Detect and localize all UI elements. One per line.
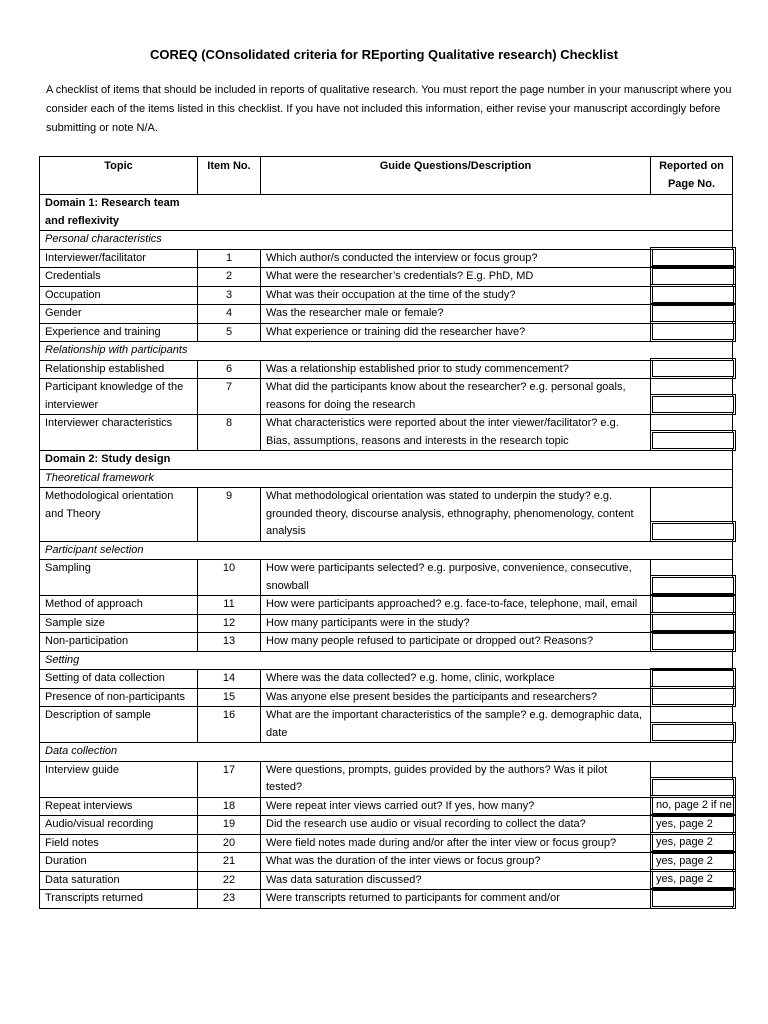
row-item-number: 17 (198, 761, 261, 797)
row-description: What characteristics were reported about the inter viewer/facilitator? e.g. Bias, assumptions, reasons and interests in the research topic (261, 415, 651, 451)
reported-page-field[interactable] (652, 779, 734, 796)
reported-page-field[interactable] (652, 523, 734, 540)
reported-page-field[interactable] (652, 396, 734, 413)
reported-page-field[interactable] (652, 614, 734, 631)
checklist-table (39, 156, 733, 909)
row-description: How were participants approached? e.g. face-to-face, telephone, mail, email (261, 596, 651, 615)
row-description: Were questions, prompts, guides provided by the authors? Was it pilot tested? (261, 761, 651, 797)
row-item-number: 22 (198, 871, 261, 890)
row-item-number: 3 (198, 286, 261, 305)
row-reported-cell (651, 633, 733, 652)
row-reported-cell (651, 761, 733, 797)
domain-row (40, 195, 733, 231)
row-reported-cell (651, 596, 733, 615)
row-description: Which author/s conducted the interview or focus group? (261, 249, 651, 268)
row-topic: Credentials (40, 268, 198, 287)
reported-page-field[interactable] (652, 890, 734, 907)
header-item-no: Item No. (198, 157, 261, 195)
subsection-row (40, 743, 733, 762)
reported-page-field[interactable] (652, 305, 734, 322)
row-reported-cell (651, 614, 733, 633)
reported-page-field[interactable]: yes, page 2 (652, 834, 734, 851)
row-item-number: 13 (198, 633, 261, 652)
row-topic: Data saturation (40, 871, 198, 890)
table-row (40, 707, 733, 743)
subsection-heading: Relationship with participants (40, 342, 198, 361)
row-filler (198, 231, 733, 250)
row-topic: Non-participation (40, 633, 198, 652)
row-topic: Experience and training (40, 323, 198, 342)
row-reported-cell (651, 834, 733, 853)
row-reported-cell (651, 670, 733, 689)
row-topic: Interviewer characteristics (40, 415, 198, 451)
row-description: What were the researcher’s credentials? E.g. PhD, MD (261, 268, 651, 287)
row-item-number: 11 (198, 596, 261, 615)
reported-page-field[interactable] (652, 577, 734, 594)
table-row (40, 816, 733, 835)
row-topic: Interviewer/facilitator (40, 249, 198, 268)
subsection-heading: Participant selection (40, 541, 198, 560)
row-description: What are the important characteristics of the sample? e.g. demographic data, date (261, 707, 651, 743)
row-reported-cell (651, 286, 733, 305)
table-row (40, 305, 733, 324)
row-reported-cell (651, 871, 733, 890)
row-filler (198, 342, 733, 361)
row-description: What was the duration of the inter views or focus group? (261, 853, 651, 872)
row-filler (198, 541, 733, 560)
table-row (40, 670, 733, 689)
row-item-number: 8 (198, 415, 261, 451)
row-topic: Relationship established (40, 360, 198, 379)
row-filler (198, 469, 733, 488)
row-item-number: 5 (198, 323, 261, 342)
row-topic: Methodological orientation and Theory (40, 488, 198, 542)
row-reported-cell (651, 853, 733, 872)
row-reported-cell (651, 323, 733, 342)
row-filler (198, 743, 733, 762)
reported-page-field[interactable] (652, 724, 734, 741)
row-reported-cell (651, 249, 733, 268)
row-topic: Participant knowledge of the interviewer (40, 379, 198, 415)
domain-row (40, 451, 733, 470)
reported-page-field[interactable]: yes, page 2 (652, 871, 734, 888)
row-item-number: 19 (198, 816, 261, 835)
row-description: What was their occupation at the time of the study? (261, 286, 651, 305)
row-topic: Setting of data collection (40, 670, 198, 689)
domain-heading: Domain 1: Research team and reflexivity (40, 195, 198, 231)
row-description: Was a relationship established prior to study commencement? (261, 360, 651, 379)
row-description: Was data saturation discussed? (261, 871, 651, 890)
table-row (40, 633, 733, 652)
table-row (40, 249, 733, 268)
table-row (40, 596, 733, 615)
table-row (40, 323, 733, 342)
row-item-number: 16 (198, 707, 261, 743)
row-description: Were field notes made during and/or after the inter view or focus group? (261, 834, 651, 853)
document-title: COREQ (COnsolidated criteria for REporting Qualitative research) Checklist (149, 47, 619, 62)
table-row (40, 890, 733, 909)
row-item-number: 23 (198, 890, 261, 909)
row-item-number: 7 (198, 379, 261, 415)
row-topic: Sampling (40, 560, 198, 596)
row-filler (198, 451, 733, 470)
row-description: Were transcripts returned to participants for comment and/or (261, 890, 651, 909)
row-topic: Method of approach (40, 596, 198, 615)
subsection-row (40, 541, 733, 560)
row-description: How many people refused to participate or dropped out? Reasons? (261, 633, 651, 652)
row-reported-cell (651, 816, 733, 835)
table-row (40, 688, 733, 707)
reported-page-field[interactable] (652, 268, 734, 285)
row-reported-cell (651, 707, 733, 743)
row-description: Was anyone else present besides the participants and researchers? (261, 688, 651, 707)
row-item-number: 12 (198, 614, 261, 633)
domain-heading: Domain 2: Study design (40, 451, 198, 470)
subsection-row (40, 651, 733, 670)
row-topic: Interview guide (40, 761, 198, 797)
row-item-number: 15 (198, 688, 261, 707)
table-row (40, 614, 733, 633)
row-description: Were repeat inter views carried out? If yes, how many? (261, 797, 651, 816)
row-topic: Sample size (40, 614, 198, 633)
row-topic: Presence of non-participants (40, 688, 198, 707)
row-description: How many participants were in the study? (261, 614, 651, 633)
table-row (40, 286, 733, 305)
reported-page-field[interactable]: yes, page 2 (652, 853, 734, 870)
subsection-row (40, 469, 733, 488)
row-topic: Occupation (40, 286, 198, 305)
table-row (40, 560, 733, 596)
header-topic: Topic (40, 157, 198, 195)
row-item-number: 4 (198, 305, 261, 324)
table-row (40, 488, 733, 542)
row-item-number: 10 (198, 560, 261, 596)
row-description: What did the participants know about the researcher? e.g. personal goals, reasons for doing the research (261, 379, 651, 415)
row-topic: Gender (40, 305, 198, 324)
reported-page-field[interactable] (652, 360, 734, 377)
intro-paragraph: A checklist of items that should be included in reports of qualitative research. You must report the page number in your manuscript where you consider each of the items listed in this checklist. If you have not included this information, either revise your manuscript accordingly before submitting or note N/A. (46, 84, 732, 134)
row-description: Was the researcher male or female? (261, 305, 651, 324)
reported-page-field[interactable]: yes, page 2 (652, 816, 734, 833)
subsection-heading: Setting (40, 651, 198, 670)
row-item-number: 14 (198, 670, 261, 689)
row-reported-cell (651, 360, 733, 379)
row-item-number: 6 (198, 360, 261, 379)
row-reported-cell (651, 560, 733, 596)
reported-page-field[interactable] (652, 633, 734, 650)
row-filler (198, 195, 733, 231)
reported-page-field[interactable]: no, page 2 if ne (652, 797, 734, 814)
table-header-row (40, 157, 733, 195)
table-row (40, 834, 733, 853)
reported-page-field[interactable] (652, 432, 734, 449)
row-filler (198, 651, 733, 670)
row-topic: Repeat interviews (40, 797, 198, 816)
row-topic: Description of sample (40, 707, 198, 743)
table-row (40, 379, 733, 415)
header-reported: Reported on Page No. (651, 157, 733, 195)
subsection-heading: Data collection (40, 743, 198, 762)
row-reported-cell (651, 415, 733, 451)
row-item-number: 18 (198, 797, 261, 816)
reported-page-field[interactable] (652, 286, 734, 303)
row-description: What experience or training did the researcher have? (261, 323, 651, 342)
subsection-row (40, 231, 733, 250)
table-row (40, 268, 733, 287)
row-topic: Audio/visual recording (40, 816, 198, 835)
subsection-row (40, 342, 733, 361)
row-description: How were participants selected? e.g. purposive, convenience, consecutive, snowball (261, 560, 651, 596)
row-topic: Duration (40, 853, 198, 872)
table-row (40, 797, 733, 816)
row-reported-cell (651, 268, 733, 287)
table-row (40, 415, 733, 451)
table-row (40, 871, 733, 890)
table-row (40, 761, 733, 797)
row-description: Where was the data collected? e.g. home, clinic, workplace (261, 670, 651, 689)
row-description: Did the research use audio or visual recording to collect the data? (261, 816, 651, 835)
row-reported-cell (651, 688, 733, 707)
row-item-number: 2 (198, 268, 261, 287)
row-reported-cell (651, 379, 733, 415)
reported-page-field[interactable] (652, 688, 734, 705)
row-item-number: 21 (198, 853, 261, 872)
reported-page-field[interactable] (652, 249, 734, 266)
table-row (40, 360, 733, 379)
reported-page-field[interactable] (652, 670, 734, 687)
reported-page-field[interactable] (652, 596, 734, 613)
subsection-heading: Personal characteristics (40, 231, 198, 250)
header-guide: Guide Questions/Description (261, 157, 651, 195)
row-item-number: 1 (198, 249, 261, 268)
subsection-heading: Theoretical framework (40, 469, 198, 488)
row-item-number: 20 (198, 834, 261, 853)
row-topic: Transcripts returned (40, 890, 198, 909)
row-item-number: 9 (198, 488, 261, 542)
row-reported-cell (651, 488, 733, 542)
reported-page-field[interactable] (652, 323, 734, 340)
row-reported-cell (651, 797, 733, 816)
row-topic: Field notes (40, 834, 198, 853)
row-description: What methodological orientation was stated to underpin the study? e.g. grounded theory, discourse analysis, ethnography, phenomenology, content analysis (261, 488, 651, 542)
row-reported-cell (651, 890, 733, 909)
table-row (40, 853, 733, 872)
row-reported-cell (651, 305, 733, 324)
